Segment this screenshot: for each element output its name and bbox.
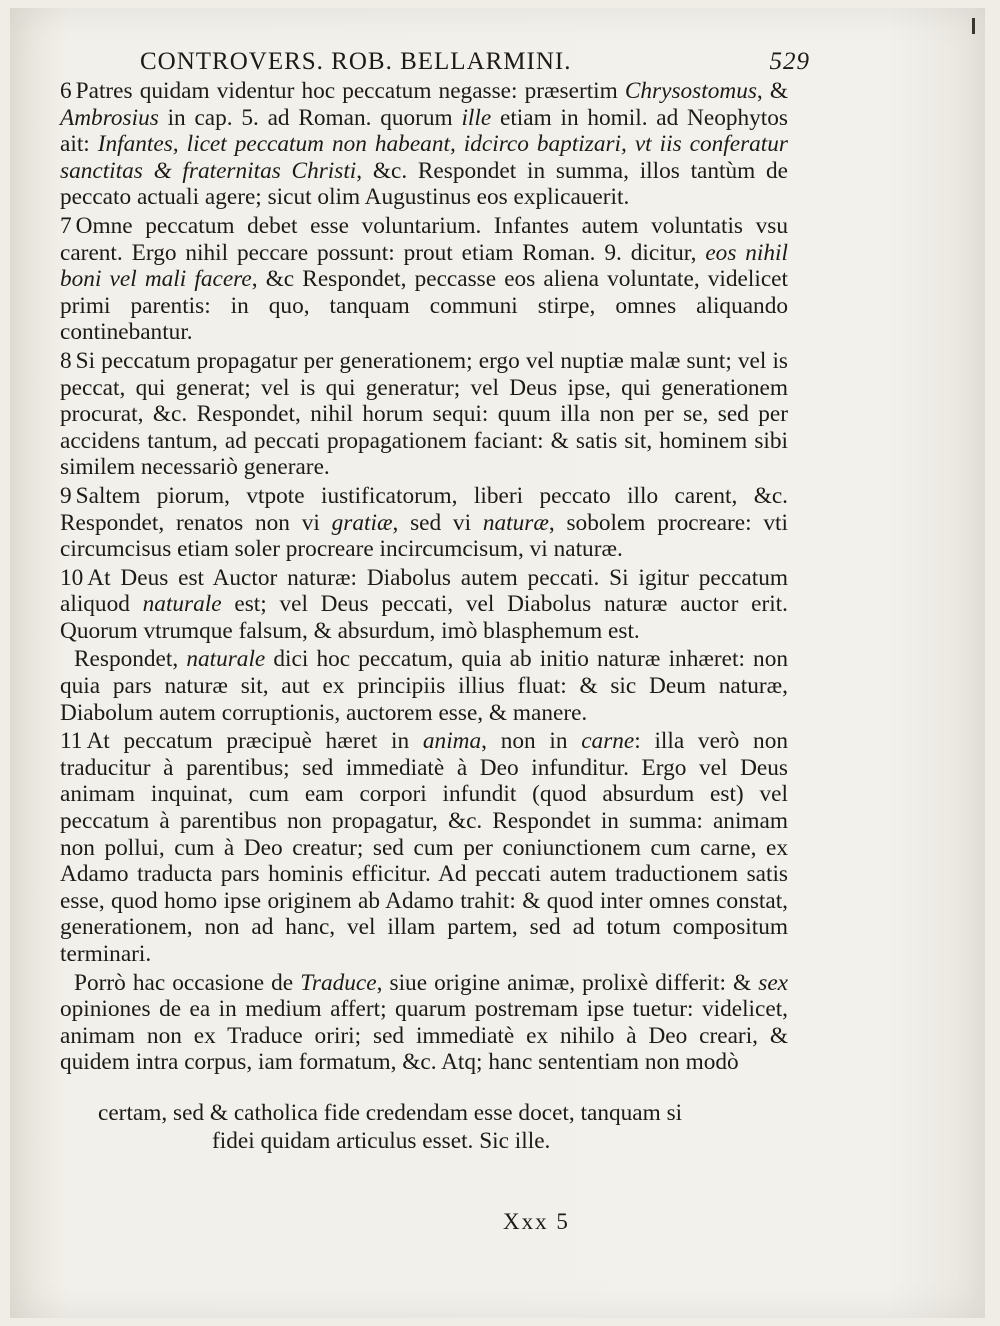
text-run: , &c Respondet, peccasse eos aliena voluntate, videlicet primi parentis: in quo, tanquam communi stirpe, omnes aliquando continebantur. [60,266,788,346]
text-run: in cap. 5. ad Roman. quorum [158,104,462,131]
page-edge-mark [972,18,975,34]
paragraph-number: 6 [60,78,72,104]
text-run: , & [756,78,788,104]
paragraph [60,646,788,726]
paragraph [60,728,788,967]
italic-text: anima [422,728,482,755]
text-run: At Deus est Auctor naturæ: Diabolus autem peccati. Si igitur peccatum aliquod [60,564,788,618]
italic-text: naturæ [482,509,549,536]
running-header [140,48,810,82]
italic-text: naturale [186,646,266,673]
text-run: dici hoc peccatum, quia ab initio naturæ inhæret: non quia pars naturæ sit, aut ex principiis illius fluat: & sic Deum naturæ, Diabolum autem corruptionis, auctorem esse, & manere. [60,646,788,726]
italic-text: carne [581,728,635,755]
text-run: Respondet, [74,646,187,673]
closing-line: fidei quidam articulus esset. Sic ille. [212,1128,551,1154]
paragraph-number: 9 [60,482,72,509]
paragraph-number: 8 [60,347,72,374]
italic-text: Traduce [300,969,377,996]
italic-text: Chrysostomus [624,78,757,104]
closing-line: certam, sed & catholica fide credendam esse docet, tanquam si [98,1100,683,1126]
text-run: Saltem piorum, vtpote iustificatorum, liberi peccato illo carent, &c. Respondet, renatos non vi [60,482,788,536]
text-run: , siue origine animæ, prolixè differit: & [376,969,759,996]
page-number: 529 [769,48,810,75]
text-run: Porrò hac occasione de [74,969,301,996]
text-run: Omne peccatum debet esse voluntarium. Infantes autem voluntatis vsu carent. Ergo nihil peccare possunt: prout etiam Roman. 9. dicitur, [60,212,788,266]
paragraph [60,565,788,645]
text-run: : illa verò non traducitur à parentibus; sed immediatè à Deo infunditur. Ergo vel Deus animam inquinat, cum eam corpori infundit (quod absurdum est) vel peccatum à parentibus non propagatur, &c. Respondet in summa: animam non pollui, cum à Deo creatur; sed cum per coniunctionem cum carne, ex Adamo traducta pars hominis efficitur. Ad peccati autem traductionem satis esse, quod homo ipse originem ab Adamo trahit: & quod inter omnes constat, generationem, non ad hanc, vel illam partem, sed ad totum compositum terminari. [60,728,788,967]
text-run: etiam in homil. ad Neophytos ait: [60,104,788,158]
italic-text: eos nihil boni vel mali facere [60,239,788,293]
italic-text: Ambrosius [60,104,159,131]
paragraph-number: 10 [60,564,84,591]
italic-text: Infantes, licet peccatum non habeant, idcirco baptizari, vt iis conferatur sanctitas & fraternitas Christi [60,131,788,184]
paragraph [60,483,788,563]
text-run: Si peccatum propagatur per generationem; ergo vel nuptiæ malæ sunt; vel is peccat, qui generat; vel is qui generatur; vel Deus ipse, qui generationem procurat, &c. Respondet, nihil horum sequi: quum illa non per se, sed per accidens tantum, ad peccati propagationem faciant: & satis sit, hominem sibi similem necessariò generare. [60,347,788,481]
paragraph [60,78,788,211]
text-run: , sobolem procreare: vti circumcisus etiam soler procreare incircumcisum, vi naturæ. [60,509,788,563]
text-run: opiniones de ea in medium affert; quarum postremam ipse tuetur: videlicet, animam non ex Traduce oriri; sed immediatè ex nihilo à Deo creari, & quidem intra corpus, iam formatum, &c. Atq; hanc sententiam non modò [60,996,788,1076]
closing-lines [60,1099,788,1155]
italic-text: sex [758,969,788,996]
italic-text: gratiæ [331,509,393,536]
italic-text: naturale [142,591,222,618]
page-body [60,78,788,1076]
paragraph [60,970,788,1076]
paragraph [60,213,788,346]
signature-mark: Xxx 5 [503,1209,570,1234]
text-run: est; vel Deus peccati, vel Diabolus naturæ auctor erit. Quorum vtrumque falsum, & absurdum, imò blasphemum est. [60,591,788,644]
text-run: At peccatum præcipuè hæret in [86,728,423,755]
italic-text: ille [461,104,492,131]
paragraph [60,348,788,481]
running-title: CONTROVERS. ROB. BELLARMINI. [140,48,572,75]
text-run: , &c. Respondet in summa, illos tantùm de peccato actuali agere; sicut olim Augustinus eos explicauerit. [60,157,788,211]
text-run: Patres quidam videntur hoc peccatum negasse: præsertim [75,78,625,104]
paragraph-number: 7 [60,212,72,239]
paragraph-number: 11 [60,728,83,755]
text-run: , non in [481,728,582,755]
text-run: , sed vi [392,509,483,536]
